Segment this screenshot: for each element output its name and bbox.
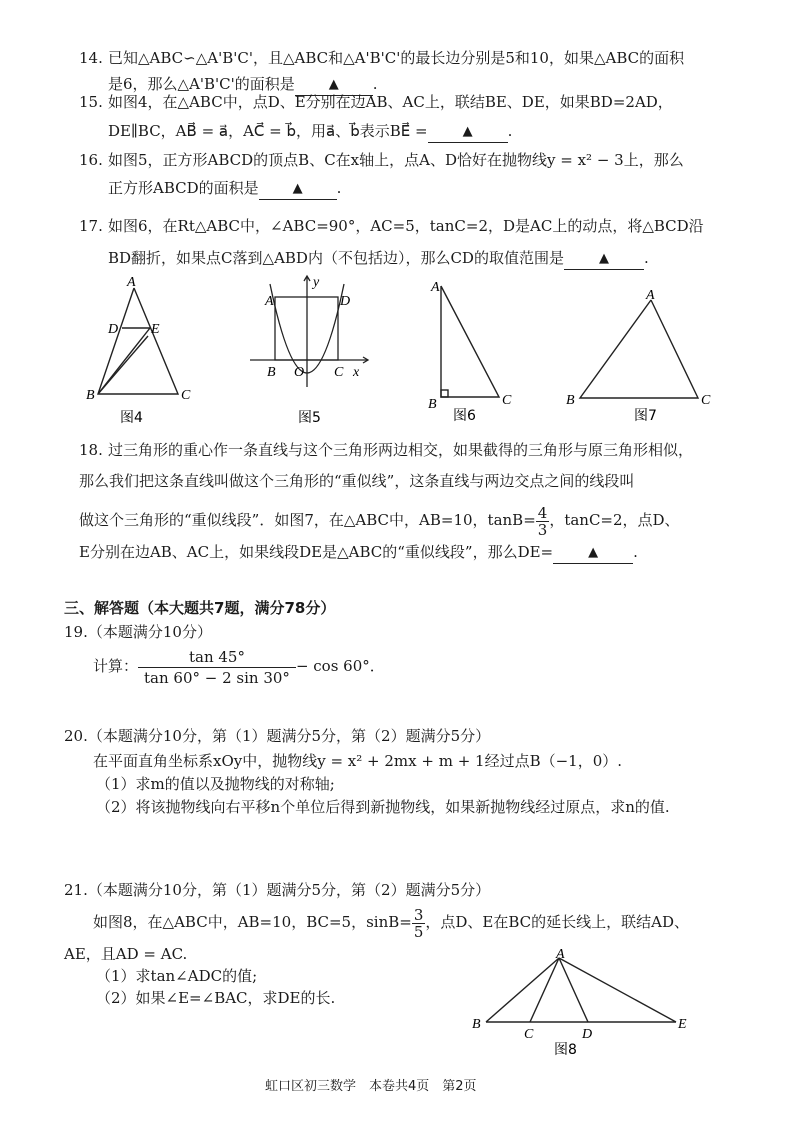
fig8-segment-ac <box>530 958 559 1022</box>
q18-line2: 那么我们把这条直线叫做这个三角形的“重似线”，这条直线与两边交点之间的线段叫 <box>79 472 635 490</box>
fig6-label-c: C <box>502 393 512 408</box>
figure-4 <box>80 276 200 426</box>
q14-line1: 已知△ABC∽△A'B'C'，且△ABC和△A'B'C'的最长边分别是5和10，如果△ABC的面积 <box>108 49 685 67</box>
fig5-caption: 图5 <box>298 410 321 426</box>
q18-line3 <box>79 502 680 538</box>
fig8-label-b: B <box>472 1017 481 1032</box>
q21-part1: （1）求tan∠ADC的值; <box>96 967 258 985</box>
q18-line4-text: E分别在边AB、AC上，如果线段DE是△ABC的“重似线段”，那么DE= <box>79 543 554 561</box>
answer-mark-icon: ▲ <box>328 77 339 92</box>
figure-6 <box>425 276 525 426</box>
fig4-label-c: C <box>181 388 191 403</box>
fig6-label-b: B <box>428 397 437 412</box>
q14-line2: 是6，那么△A'B'C'的面积是 ▲ . <box>108 74 378 97</box>
q19-calc-label: 计算： <box>93 657 139 675</box>
figure-5 <box>250 272 375 426</box>
fig4-label-b: B <box>86 388 95 403</box>
fig4-label-d: D <box>108 322 119 337</box>
fig7-label-a: A <box>646 288 655 303</box>
fig5-label-o: O <box>294 365 305 380</box>
fig7-triangle <box>580 300 698 398</box>
q14-number: 14. <box>79 49 103 67</box>
fig8-label-d: D <box>582 1027 593 1042</box>
q18-line4: E分别在边AB、AC上，如果线段DE是△ABC的“重似线段”，那么DE= ▲ . <box>79 542 638 565</box>
fig8-label-e: E <box>678 1017 687 1032</box>
q21-line1-text: 如图8，在△ABC中，AB=10，BC=5，sinB= <box>93 913 412 931</box>
answer-mark-icon: ▲ <box>598 251 609 266</box>
q18-tanb-fraction: $\frac{4}{3}$ <box>537 503 548 539</box>
q20-heading: 20.（本题满分10分，第（1）题满分5分，第（2）题满分5分） <box>64 727 491 745</box>
answer-mark-icon: ▲ <box>462 124 473 139</box>
q21-sinb-fraction: $\frac{3}{5}$ <box>413 905 424 941</box>
q17-line1: 如图6，在Rt△ABC中，∠ABC=90°，AC=5，tanC=2，D是AC上的动点，将△BCD沿 <box>108 217 704 235</box>
q21-line2: AE，且AD = AC. <box>64 945 188 963</box>
fig5-label-y: y <box>313 275 320 290</box>
q21-heading: 21.（本题满分10分，第（1）题满分5分，第（2）题满分5分） <box>64 881 491 899</box>
q14-line2-text: 是6，那么△A'B'C'的面积是 <box>108 75 295 93</box>
q19-tail: − cos 60°． <box>295 657 385 675</box>
q16-line1: 如图5，正方形ABCD的顶点B、C在x轴上，点A、D恰好在抛物线y = x² − 3上，那么 <box>108 151 684 169</box>
q20-line1: 在平面直角坐标系xOy中，抛物线y = x² + 2mx + m + 1经过点B（−1，0）. <box>93 752 623 770</box>
fig7-label-b: B <box>566 393 575 408</box>
q17-answer-blank <box>564 247 644 270</box>
fig5-label-a: A <box>265 294 274 309</box>
q19-fraction: $\frac{\tan 45^\circ}{\tan 60^\circ - 2 \sin 30^\circ}$ <box>138 647 296 688</box>
fig4-label-e: E <box>151 322 160 337</box>
q18-line3-tail: ，tanC=2，点D、 <box>549 511 680 529</box>
q21-line1 <box>93 904 689 940</box>
answer-mark-icon: ▲ <box>588 545 599 560</box>
fig8-caption: 图8 <box>554 1042 577 1058</box>
q17-number: 17. <box>79 217 103 235</box>
fig6-right-triangle <box>441 286 499 397</box>
q15-line2: DE∥BC，AB⃗ = a⃗，AC⃗ = b⃗，用a⃗、b⃗表示BE⃗ = ▲ . <box>108 121 512 144</box>
q18-answer-blank <box>553 541 633 564</box>
fig5-label-d: D <box>340 294 351 309</box>
fig6-label-a: A <box>431 280 440 295</box>
q15-line2-text: DE∥BC，AB⃗ = a⃗，AC⃗ = b⃗，用a⃗、b⃗表示BE⃗ = <box>108 122 428 140</box>
fig8-segment-ae <box>559 958 676 1022</box>
q20-part2: （2）将该抛物线向右平移n个单位后得到新抛物线，如果新抛物线经过原点，求n的值. <box>96 798 670 816</box>
q15-line1: 如图4，在△ABC中，点D、E分别在边AB、AC上，联结BE、DE，如果BD=2AD， <box>108 93 673 111</box>
q16-line2: 正方形ABCD的面积是 ▲ . <box>108 178 341 201</box>
q18-line1: 过三角形的重心作一条直线与这个三角形两边相交，如果截得的三角形与原三角形相似， <box>108 441 694 459</box>
answer-mark-icon: ▲ <box>292 181 303 196</box>
q16-number: 16. <box>79 151 103 169</box>
q19-heading: 19.（本题满分10分） <box>64 623 212 641</box>
section3-title: 三、解答题（本大题共7题，满分78分） <box>64 599 336 617</box>
fig6-caption: 图6 <box>453 408 476 424</box>
fig4-caption: 图4 <box>120 410 143 426</box>
figure-8 <box>468 946 698 1058</box>
fig8-segment-ab <box>486 958 559 1022</box>
fig7-caption: 图7 <box>634 408 657 424</box>
q21-part2: （2）如果∠E=∠BAC，求DE的长. <box>96 989 336 1007</box>
page-footer: 虹口区初三数学 本卷共4页 第2页 <box>265 1079 477 1094</box>
fig6-right-angle-icon <box>441 390 448 397</box>
q17-line2-text: BD翻折，如果点C落到△ABD内（不包括边），那么CD的取值范围是 <box>108 249 564 267</box>
fig4-segment-inner <box>98 336 148 394</box>
fig8-label-a: A <box>556 947 565 962</box>
q20-part1: （1）求m的值以及抛物线的对称轴; <box>96 775 335 793</box>
figure-7 <box>562 284 722 426</box>
fig4-label-a: A <box>127 275 136 290</box>
q16-answer-blank <box>259 177 337 200</box>
q17-line2: BD翻折，如果点C落到△ABD内（不包括边），那么CD的取值范围是 ▲ . <box>108 248 649 271</box>
q18-number: 18. <box>79 441 103 459</box>
fig8-segment-ad <box>559 958 588 1022</box>
fig8-label-c: C <box>524 1027 534 1042</box>
fig7-label-c: C <box>701 393 711 408</box>
q19-expression <box>93 646 385 688</box>
q21-line1-tail: ，点D、E在BC的延长线上，联结AD、 <box>425 913 690 931</box>
q15-number: 15. <box>79 93 103 111</box>
q16-line2-text: 正方形ABCD的面积是 <box>108 179 259 197</box>
q15-answer-blank <box>428 120 508 143</box>
fig5-label-c: C <box>334 365 344 380</box>
fig5-label-b: B <box>267 365 276 380</box>
fig5-label-x: x <box>353 365 360 380</box>
q18-line3-text: 做这个三角形的“重似线段”．如图7，在△ABC中，AB=10，tanB= <box>79 511 536 529</box>
